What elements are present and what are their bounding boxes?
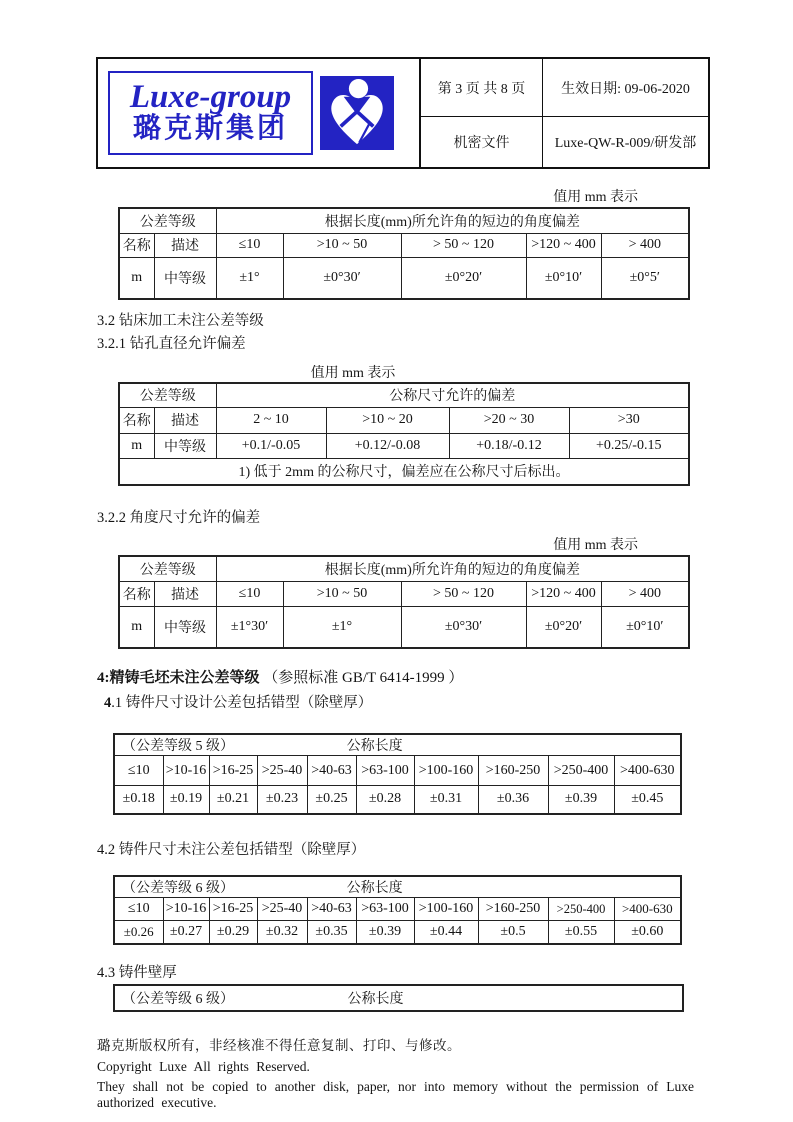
table-cell: >10 ~ 50 — [283, 581, 401, 606]
table-cell: ±0.19 — [163, 786, 209, 814]
table-cell: > 50 ~ 120 — [401, 581, 526, 606]
company-name-cn: 璐克斯集团 — [132, 113, 288, 145]
grade-label: （公差等级 6 级） — [122, 992, 234, 1007]
table-cell: ±0.5 — [478, 921, 548, 944]
table-cell: 中等级 — [154, 433, 216, 458]
table-cell: ±0.32 — [257, 921, 307, 944]
table-cell: ±0.23 — [257, 786, 307, 814]
table-cell: >160-250 — [478, 898, 548, 921]
table-cell: ≤10 — [216, 581, 283, 606]
table-cell: 描述 — [154, 407, 216, 433]
table-cell: ≤10 — [114, 898, 163, 921]
table-cell: >16-25 — [209, 898, 257, 921]
cast-wall-thickness-table — [113, 984, 684, 1012]
company-name-en: Luxe-group — [129, 78, 292, 115]
table-cell: m — [119, 433, 154, 458]
unit-note: 值用 mm 表示 — [553, 538, 638, 553]
section-heading-4 — [97, 666, 463, 687]
nominal-length-label: 公称长度 — [347, 992, 404, 1007]
table-cell: 描述 — [154, 233, 216, 257]
nominal-length-label: 公称长度 — [346, 881, 403, 896]
grade-label: （公差等级 5 级） — [122, 739, 234, 754]
table-cell: ±1° — [216, 257, 283, 299]
table-cell: 中等级 — [154, 606, 216, 648]
nominal-length-label: 公称长度 — [346, 739, 403, 754]
table-cell: ±0°30′ — [401, 606, 526, 648]
table-cell: +0.25/-0.15 — [569, 433, 689, 458]
machining-angle-tolerance-table — [118, 207, 690, 300]
table-cell: m — [119, 257, 154, 299]
table-cell: ±0.39 — [548, 786, 614, 814]
table-cell: ±0°5′ — [601, 257, 689, 299]
section-4-reference: （参照标准 GB/T 6414-1999 ） — [263, 670, 464, 686]
table-cell: >250-400 — [548, 898, 614, 921]
table-cell: ±0°20′ — [401, 257, 526, 299]
table-grade-header — [114, 734, 681, 756]
table-cell: 公差等级 — [119, 556, 216, 581]
table-cell: ±0.35 — [307, 921, 356, 944]
table-cell: 公称尺寸允许的偏差 — [216, 383, 689, 407]
table-cell: 根据长度(mm)所允许角的短边的角度偏差 — [216, 208, 689, 233]
footer-copyright-en: Copyright Luxe All rights Reserved. — [97, 1058, 310, 1074]
table-cell: 名称 — [119, 407, 154, 433]
table-cell: >30 — [569, 407, 689, 433]
table-cell: >400-630 — [614, 756, 681, 786]
table-cell: >63-100 — [356, 898, 414, 921]
effective-date-cell: 生效日期: 09-06-2020 — [542, 59, 708, 116]
doc-code-cell: Luxe-QW-R-009/研发部 — [542, 116, 708, 167]
table-cell: >20 ~ 30 — [449, 407, 569, 433]
table-grade-header — [114, 876, 681, 898]
table-cell: >120 ~ 400 — [526, 581, 601, 606]
table-cell: ±1° — [283, 606, 401, 648]
table-cell: >10-16 — [163, 898, 209, 921]
section-4-1-text: .1 铸件尺寸设计公差包括错型（除壁厚） — [111, 695, 373, 711]
section-heading-4-3: 4.3 铸件壁厚 — [97, 965, 177, 981]
table-cell: ≤10 — [114, 756, 163, 786]
company-logo-area — [98, 59, 421, 167]
table-cell: ±0.44 — [414, 921, 478, 944]
table-cell: >10 ~ 50 — [283, 233, 401, 257]
table-cell: ±0.28 — [356, 786, 414, 814]
table-cell: ±0.55 — [548, 921, 614, 944]
table-cell: >160-250 — [478, 756, 548, 786]
table-cell: ≤10 — [216, 233, 283, 257]
table-cell: 根据长度(mm)所允许角的短边的角度偏差 — [216, 556, 689, 581]
cast-design-tolerance-table — [113, 733, 682, 815]
table-cell: >120 ~ 400 — [526, 233, 601, 257]
header-info-grid — [421, 59, 708, 167]
table-note-cell: 1) 低于 2mm 的公称尺寸，偏差应在公称尺寸后标出。 — [119, 458, 689, 485]
table-cell: >100-160 — [414, 756, 478, 786]
section-4-title: 4:精铸毛坯未注公差等级 — [97, 670, 260, 686]
table-cell: >10 ~ 20 — [326, 407, 449, 433]
page-footer — [97, 1038, 694, 1111]
table-cell: > 400 — [601, 233, 689, 257]
table-cell: 中等级 — [154, 257, 216, 299]
page-number-cell: 第 3 页 共 8 页 — [437, 81, 526, 97]
table-cell: ±0°30′ — [283, 257, 401, 299]
table-cell: 名称 — [119, 233, 154, 257]
table-cell: ±0.39 — [356, 921, 414, 944]
table-cell: >100-160 — [414, 898, 478, 921]
table-cell: >25-40 — [257, 898, 307, 921]
table-cell: ±0.36 — [478, 786, 548, 814]
table-cell: >16-25 — [209, 756, 257, 786]
table-cell: +0.18/-0.12 — [449, 433, 569, 458]
table-cell: 名称 — [119, 581, 154, 606]
table-cell: >40-63 — [307, 756, 356, 786]
section-heading-4-1 — [104, 691, 372, 712]
table-cell: 公差等级 — [119, 208, 216, 233]
table-cell: +0.12/-0.08 — [326, 433, 449, 458]
table-cell: ±0.27 — [163, 921, 209, 944]
company-logo-icon — [320, 73, 394, 153]
section-heading-4-2: 4.2 铸件尺寸未注公差包括错型（除壁厚） — [97, 842, 366, 858]
table-cell: 公差等级 — [119, 383, 216, 407]
table-cell: 描述 — [154, 581, 216, 606]
grade-label: （公差等级 6 级） — [122, 881, 234, 896]
section-heading-3-2: 3.2 钻床加工未注公差等级 — [97, 313, 264, 329]
company-logo-text — [108, 71, 313, 155]
table-cell: ±0°10′ — [526, 257, 601, 299]
table-cell: ±0.60 — [614, 921, 681, 944]
cast-untoleranced-table — [113, 875, 682, 945]
table-cell: ±0.25 — [307, 786, 356, 814]
table-cell: >400-630 — [614, 898, 681, 921]
table-cell: > 400 — [601, 581, 689, 606]
section-4-1-prefix: 4 — [104, 695, 112, 711]
footer-copyright-cn: 璐克斯版权所有，非经核准不得任意复制、打印、与修改。 — [97, 1038, 461, 1053]
unit-note: 值用 mm 表示 — [553, 190, 638, 205]
table-cell: ±0.29 — [209, 921, 257, 944]
document-header — [96, 57, 710, 169]
drill-diameter-tolerance-table — [118, 382, 690, 486]
table-cell: >40-63 — [307, 898, 356, 921]
table-cell: ±1°30′ — [216, 606, 283, 648]
table-cell: ±0.45 — [614, 786, 681, 814]
table-cell: >250-400 — [548, 756, 614, 786]
footer-notice-en: They shall not be copied to another disk, paper, nor into memory without the permission of Luxe authorized executive. — [97, 1078, 694, 1110]
unit-note: 值用 mm 表示 — [310, 366, 396, 381]
table-cell: >25-40 — [257, 756, 307, 786]
table-cell: >63-100 — [356, 756, 414, 786]
section-heading-3-2-1: 3.2.1 钻孔直径允许偏差 — [97, 336, 246, 352]
table-cell: > 50 ~ 120 — [401, 233, 526, 257]
table-cell: ±0.21 — [209, 786, 257, 814]
table-cell: ±0.26 — [114, 921, 163, 944]
table-cell: +0.1/-0.05 — [216, 433, 326, 458]
table-cell: ±0.31 — [414, 786, 478, 814]
table-cell: ±0°10′ — [601, 606, 689, 648]
table-cell: >10-16 — [163, 756, 209, 786]
table-cell: ±0°20′ — [526, 606, 601, 648]
confidential-cell: 机密文件 — [421, 116, 542, 167]
table-cell: 2 ~ 10 — [216, 407, 326, 433]
angle-size-tolerance-table — [118, 555, 690, 649]
section-heading-3-2-2: 3.2.2 角度尺寸允许的偏差 — [97, 510, 261, 526]
table-cell: m — [119, 606, 154, 648]
table-cell: ±0.18 — [114, 786, 163, 814]
